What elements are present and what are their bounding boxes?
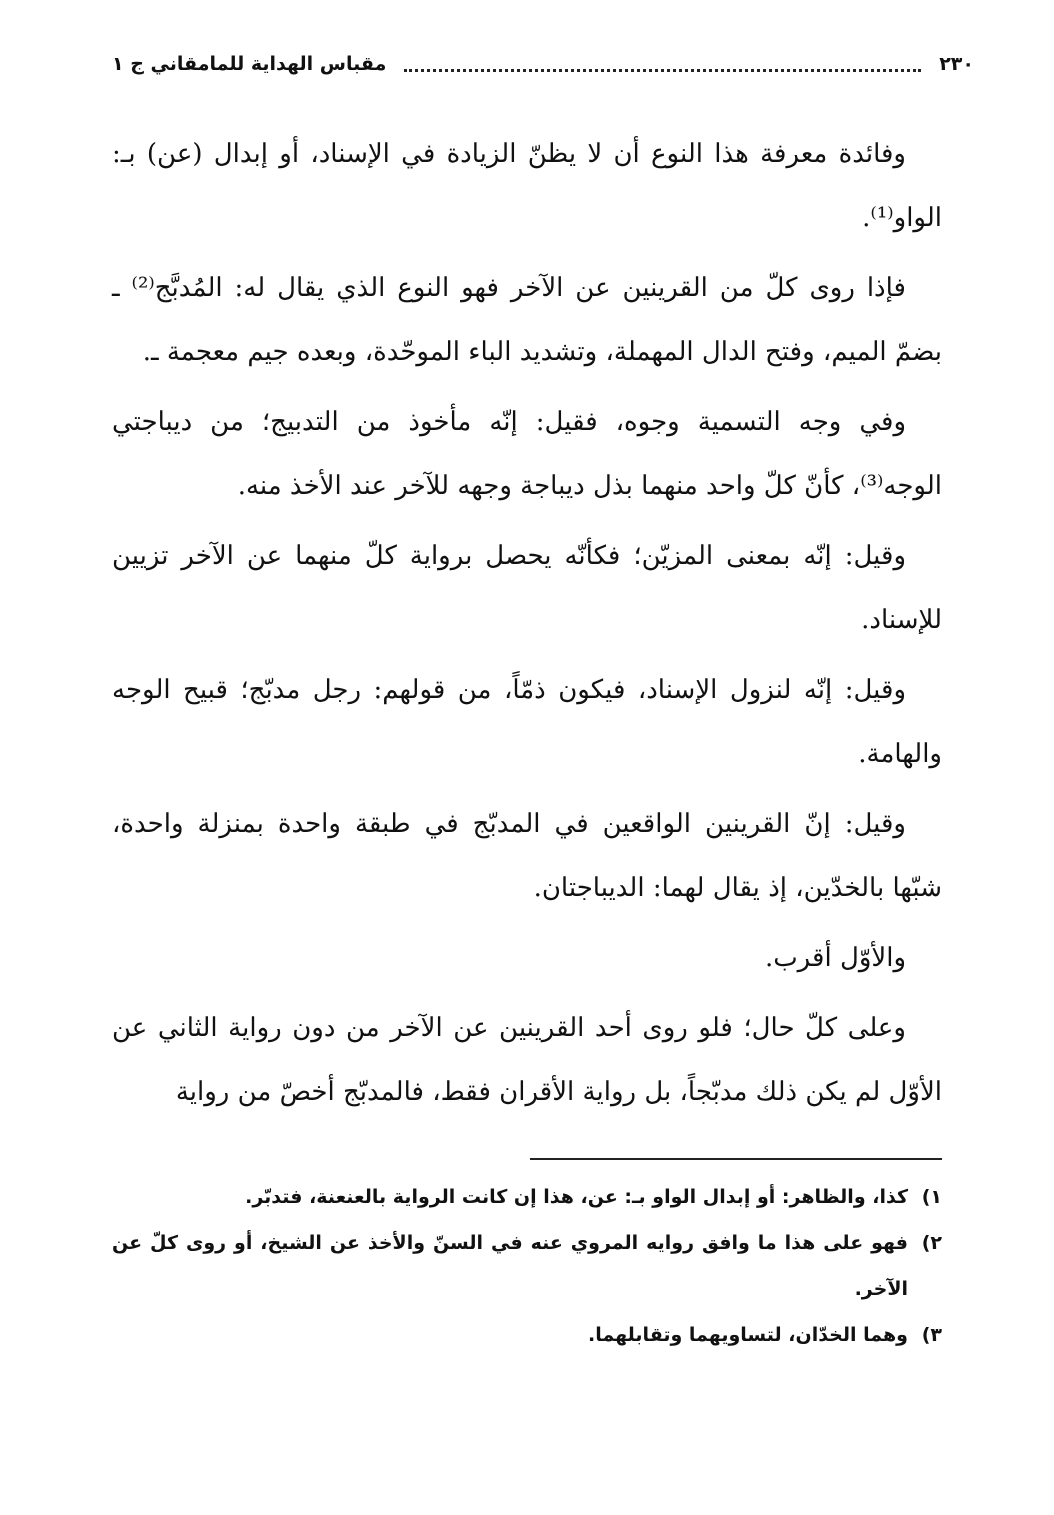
footnote-text: كذا، والظاهر: أو إبدال الواو بـ: عن، هذا إن كانت الرواية بالعنعنة، فتدبّر.: [245, 1186, 908, 1208]
header-dotted-leader: [404, 69, 921, 72]
footnote: [112, 1174, 942, 1220]
paragraph: وقيل: إنّ القرينين الواقعين في المدبّج في طبقة واحدة بمنزلة واحدة، شبّها بالخدّين، إذ يقال لهما: الديباجتان.: [112, 809, 942, 903]
page-number: ٢٣٠: [939, 53, 974, 75]
paragraph: وفائدة معرفة هذا النوع أن لا يظنّ الزيادة في الإسناد، أو إبدال (عن) بـ: الواو⁽¹⁾.: [112, 139, 942, 233]
running-title: مقباس الهداية للمامقاني ج ١: [112, 53, 387, 75]
paragraph: والأوّل أقرب.: [764, 943, 906, 973]
footnote: [112, 1312, 942, 1358]
footnote-number: ١): [921, 1186, 942, 1208]
paragraph: وعلى كلّ حال؛ فلو روى أحد القرينين عن الآخر من دون رواية الثاني عن الأوّل لم يكن ذلك مدبّجاً، بل رواية الأقران فقط، فالمدبّج أخصّ من رواية: [112, 1013, 942, 1107]
paragraph: وقيل: إنّه بمعنى المزيّن؛ فكأنّه يحصل برواية كلّ منهما عن الآخر تزيين للإسناد.: [112, 541, 942, 635]
footnote-number: ٢): [921, 1232, 942, 1254]
footnote-text: فهو على هذا ما وافق روايه المروي عنه في السنّ والأخذ عن الشيخ، أو روى كلّ عن الآخر.: [112, 1232, 908, 1300]
footnote: [112, 1220, 942, 1312]
page-header: [112, 42, 974, 86]
footnote-text: وهما الخدّان، لتساويهما وتقابلهما.: [588, 1324, 908, 1346]
paragraph: فإذا روى كلّ من القرينين عن الآخر فهو النوع الذي يقال له: المُدبَّج⁽²⁾ ـ بضمّ الميم، وفتح الدال المهملة، وتشديد الباء الموحّدة، وبعده جيم معجمة ـ.: [112, 273, 942, 367]
footnotes: [112, 1174, 942, 1358]
paragraph: وفي وجه التسمية وجوه، فقيل: إنّه مأخوذ من التدبيج؛ من ديباجتي الوجه⁽³⁾، كأنّ كلّ واحد منهما بذل ديباجة وجهه للآخر عند الأخذ منه.: [112, 407, 942, 501]
footnote-separator: [530, 1158, 942, 1160]
paragraph: وقيل: إنّه لنزول الإسناد، فيكون ذمّاً، من قولهم: رجل مدبّج؛ قبيح الوجه والهامة.: [112, 675, 942, 769]
main-text: [112, 122, 942, 1124]
footnote-number: ٣): [921, 1324, 942, 1346]
